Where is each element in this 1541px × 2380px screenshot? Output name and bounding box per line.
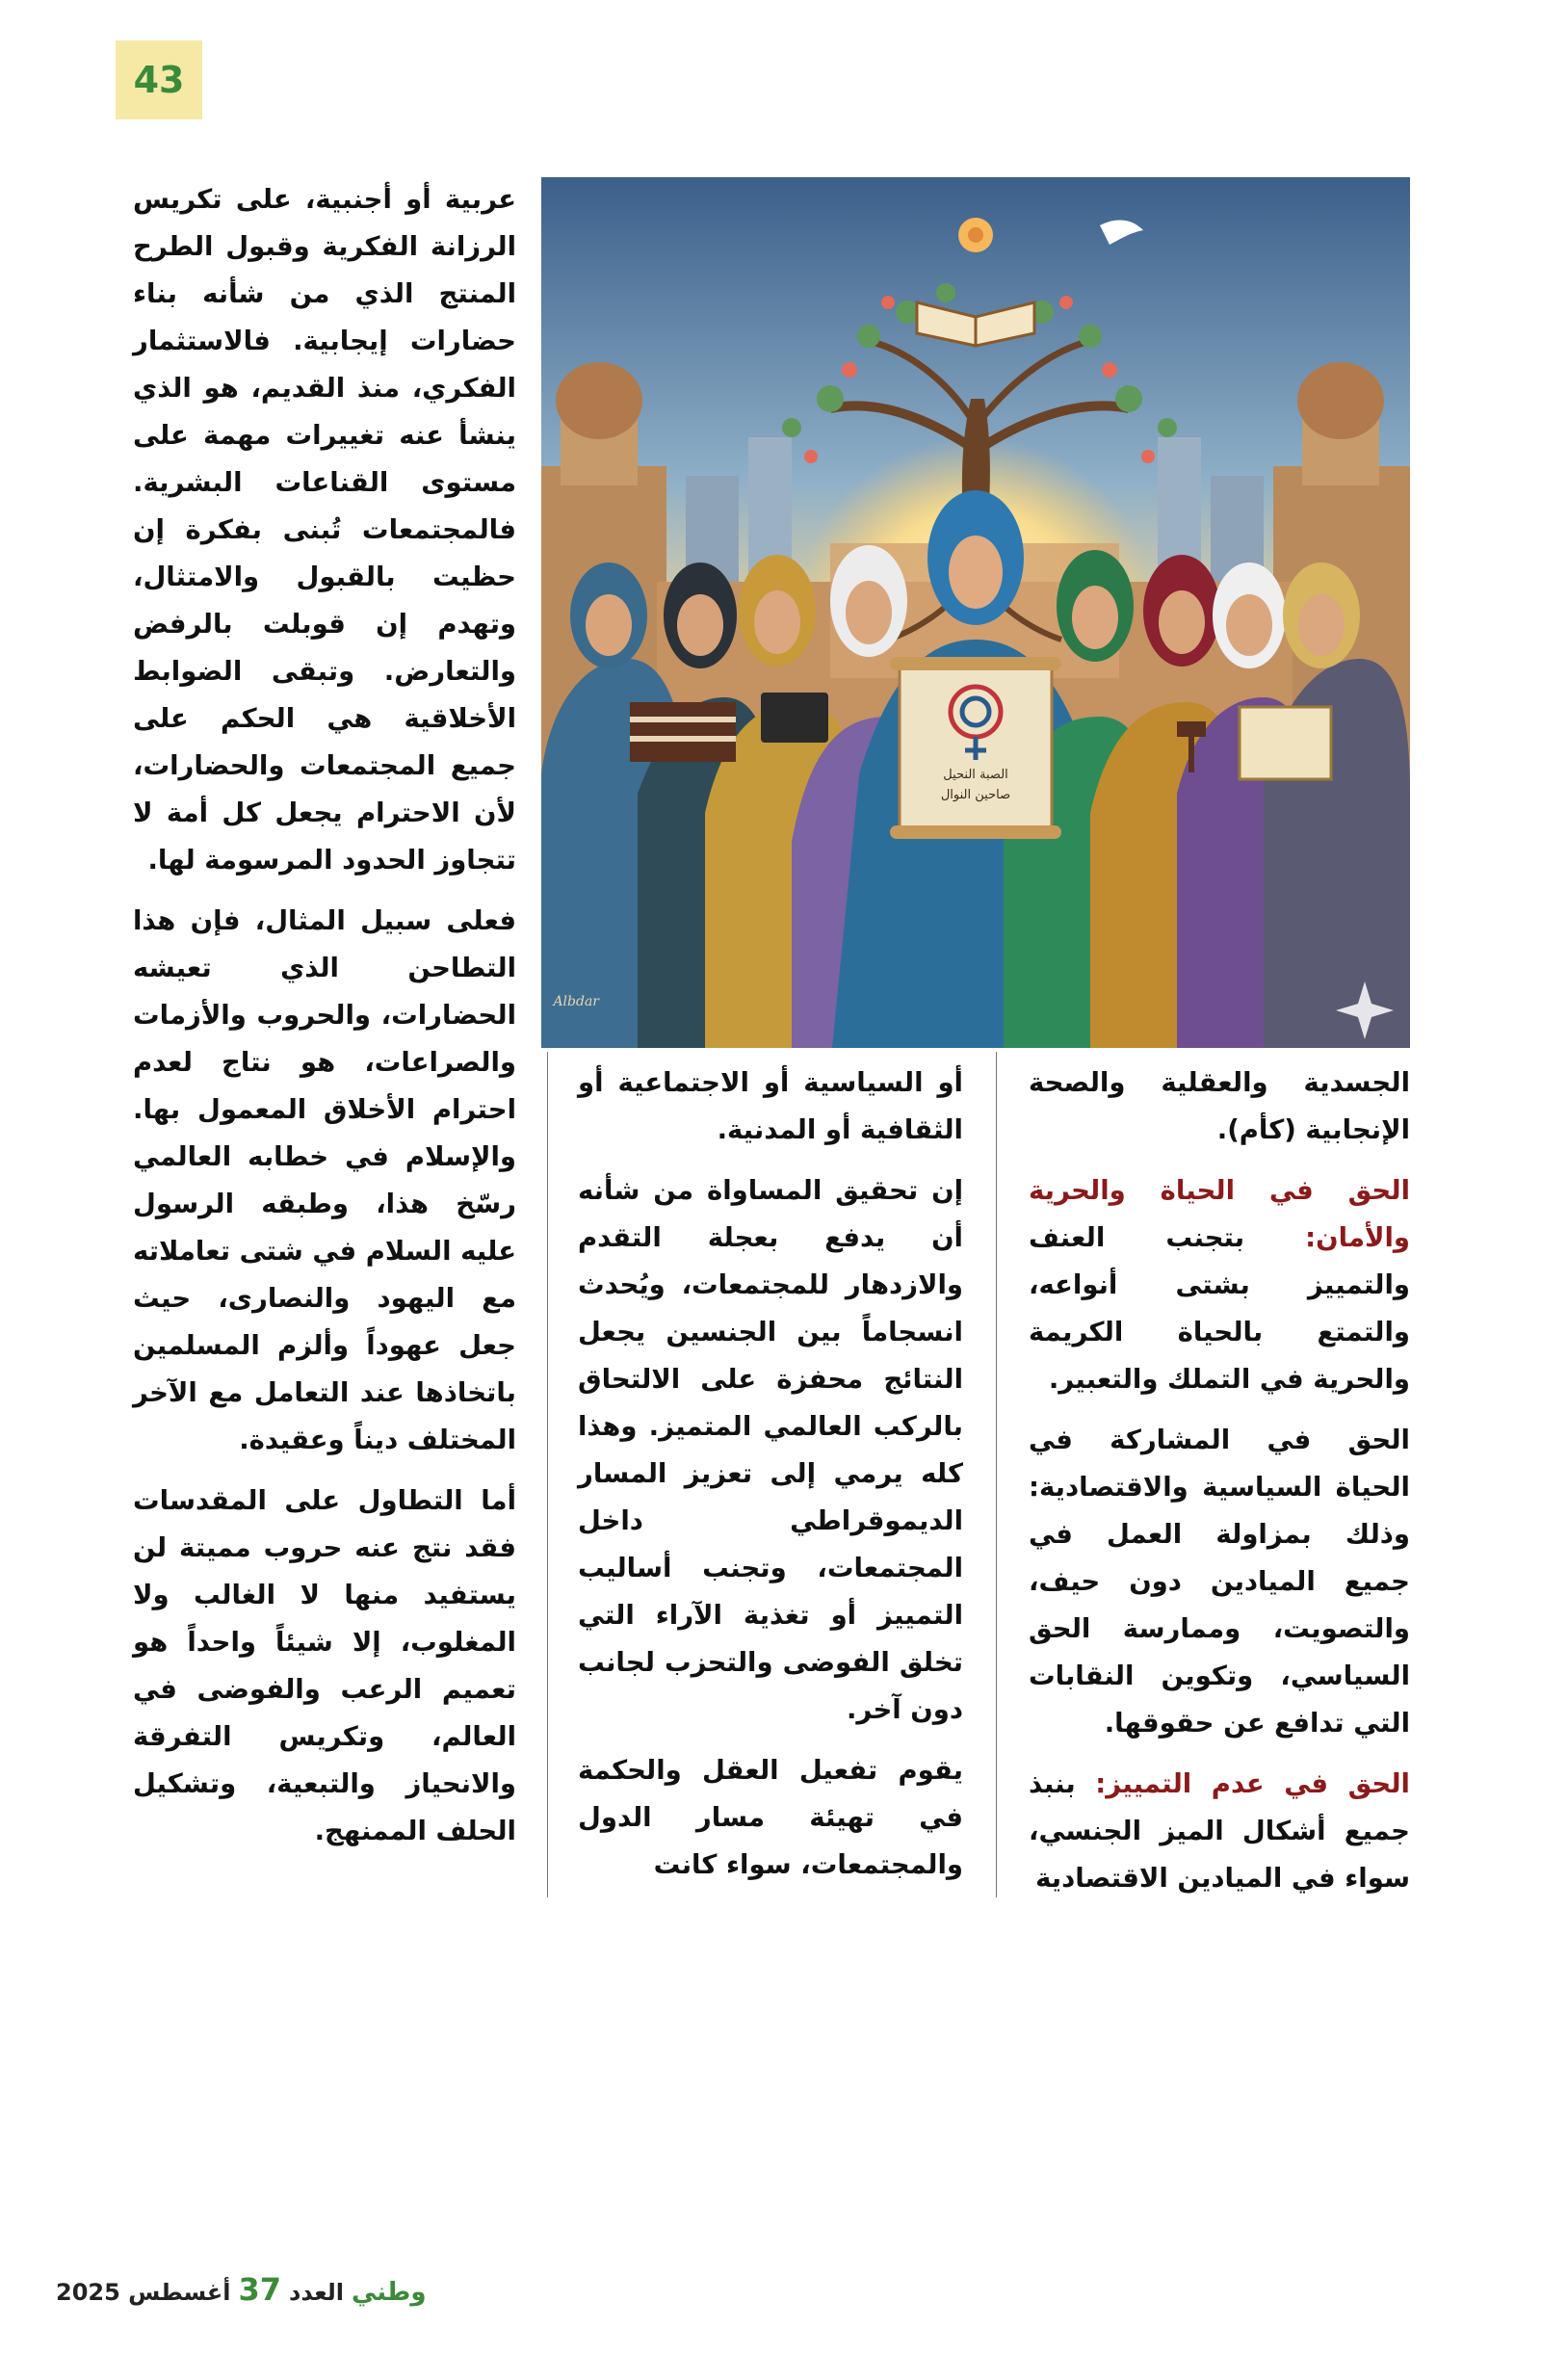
- page-footer: [56, 2271, 427, 2308]
- magazine-name: وطني: [352, 2278, 427, 2307]
- page-number: 43: [116, 40, 202, 119]
- paragraph: الجسدية والعقلية والصحة الإنجابية (كأم).: [1029, 1067, 1410, 1145]
- paragraph: أو السياسية أو الاجتماعية أو الثقافية أو المدنية.: [578, 1067, 963, 1145]
- paragraph: يقوم تفعيل العقل والحكمة في تهيئة مسار الدول والمجتمعات، سواء كانت: [578, 1755, 963, 1880]
- scroll-line-1: الصبة النحيل: [943, 768, 1008, 782]
- article-illustration: [541, 177, 1410, 1048]
- paragraph: أما التطاول على المقدسات فقد نتج عنه حروب مميتة لن يستفيد منها لا الغالب ولا المغلوب، إلا شيئاً واحداً هو تعميم الرعب والفوضى في العالم، وتكريس التفرقة والانحياز والتبعية، وتشكيل الحلف الممنهج.: [133, 1485, 516, 1846]
- paragraph: [1029, 1761, 1410, 1902]
- paragraph: فعلى سبيل المثال، فإن هذا التطاحن الذي تعيشه الحضارات، والحروب والأزمات والصراعات، هو نتاج لعدم احترام الأخلاق المعمول بها. والإسلام في خطابه العالمي رسّخ هذا، وطبقه الرسول عليه السلام في شتى تعاملاته مع اليهود والنصارى، حيث جعل عهوداً وألزم المسلمين باتخاذها عند التعامل مع الآخر المختلف ديناً وعقيدة.: [133, 905, 516, 1455]
- scroll: [890, 657, 1061, 839]
- issue-number: 37: [238, 2271, 282, 2308]
- column-divider: [547, 1052, 548, 1897]
- column-left: [133, 176, 516, 1869]
- paragraph: الحق في المشاركة في الحياة السياسية والاقتصادية: وذلك بمزاولة العمل في جميع الميادين دون حيف، والتصويت، وممارسة الحق السياسي، وتكوين النقابات التي تدافع عن حقوقها.: [1029, 1425, 1410, 1739]
- issue-date: أغسطس 2025: [56, 2279, 231, 2306]
- issue-label: العدد: [289, 2279, 344, 2306]
- column-divider: [996, 1052, 997, 1897]
- section-heading: الحق في الحياة والحرية والأمان:: [1029, 1175, 1410, 1253]
- column-middle: [578, 1059, 963, 1902]
- paragraph: إن تحقيق المساواة من شأنه أن يدفع بعجلة التقدم والازدهار للمجتمعات، ويُحدث انسجاماً بين الجنسين يجعل النتائج محفزة على الالتحاق بالركب العالمي المتميز. وهذا كله يرمي إلى تعزيز المسار الديموقراطي داخل المجتمعات، وتجنب أساليب التمييز أو تغذية الآراء التي تخلق الفوضى والتحزب لجانب دون آخر.: [578, 1175, 963, 1725]
- paragraph-body: بنبذ جميع أشكال الميز الجنسي، سواء في الميادين الاقتصادية: [1029, 1768, 1410, 1894]
- paragraph: [1029, 1167, 1410, 1403]
- artist-signature: Albdar: [553, 994, 599, 1009]
- paragraph: عربية أو أجنبية، على تكريس الرزانة الفكرية وقبول الطرح المنتج الذي من شأنه بناء حضارات إيجابية. فالاستثمار الفكري، منذ القديم، هو الذي ينشأ عنه تغييرات مهمة على مستوى القناعات البشرية. فالمجتمعات تُبنى بفكرة إن حظيت بالقبول والامتثال، وتهدم إن قوبلت بالرفض والتعارض. وتبقى الضوابط الأخلاقية هي الحكم على جميع المجتمعات والحضارات، لأن الاحترام يجعل كل أمة لا تتجاوز الحدود المرسومة لها.: [133, 184, 516, 876]
- column-right: [1029, 1059, 1410, 1916]
- section-heading: الحق في عدم التمييز:: [1095, 1768, 1410, 1799]
- scroll-line-2: صاحين النوال: [940, 788, 1011, 802]
- paragraph-body: بتجنب العنف والتمييز بشتى أنواعه، والتمتع بالحياة الكريمة والحرية في التملك والتعبير.: [1029, 1222, 1410, 1395]
